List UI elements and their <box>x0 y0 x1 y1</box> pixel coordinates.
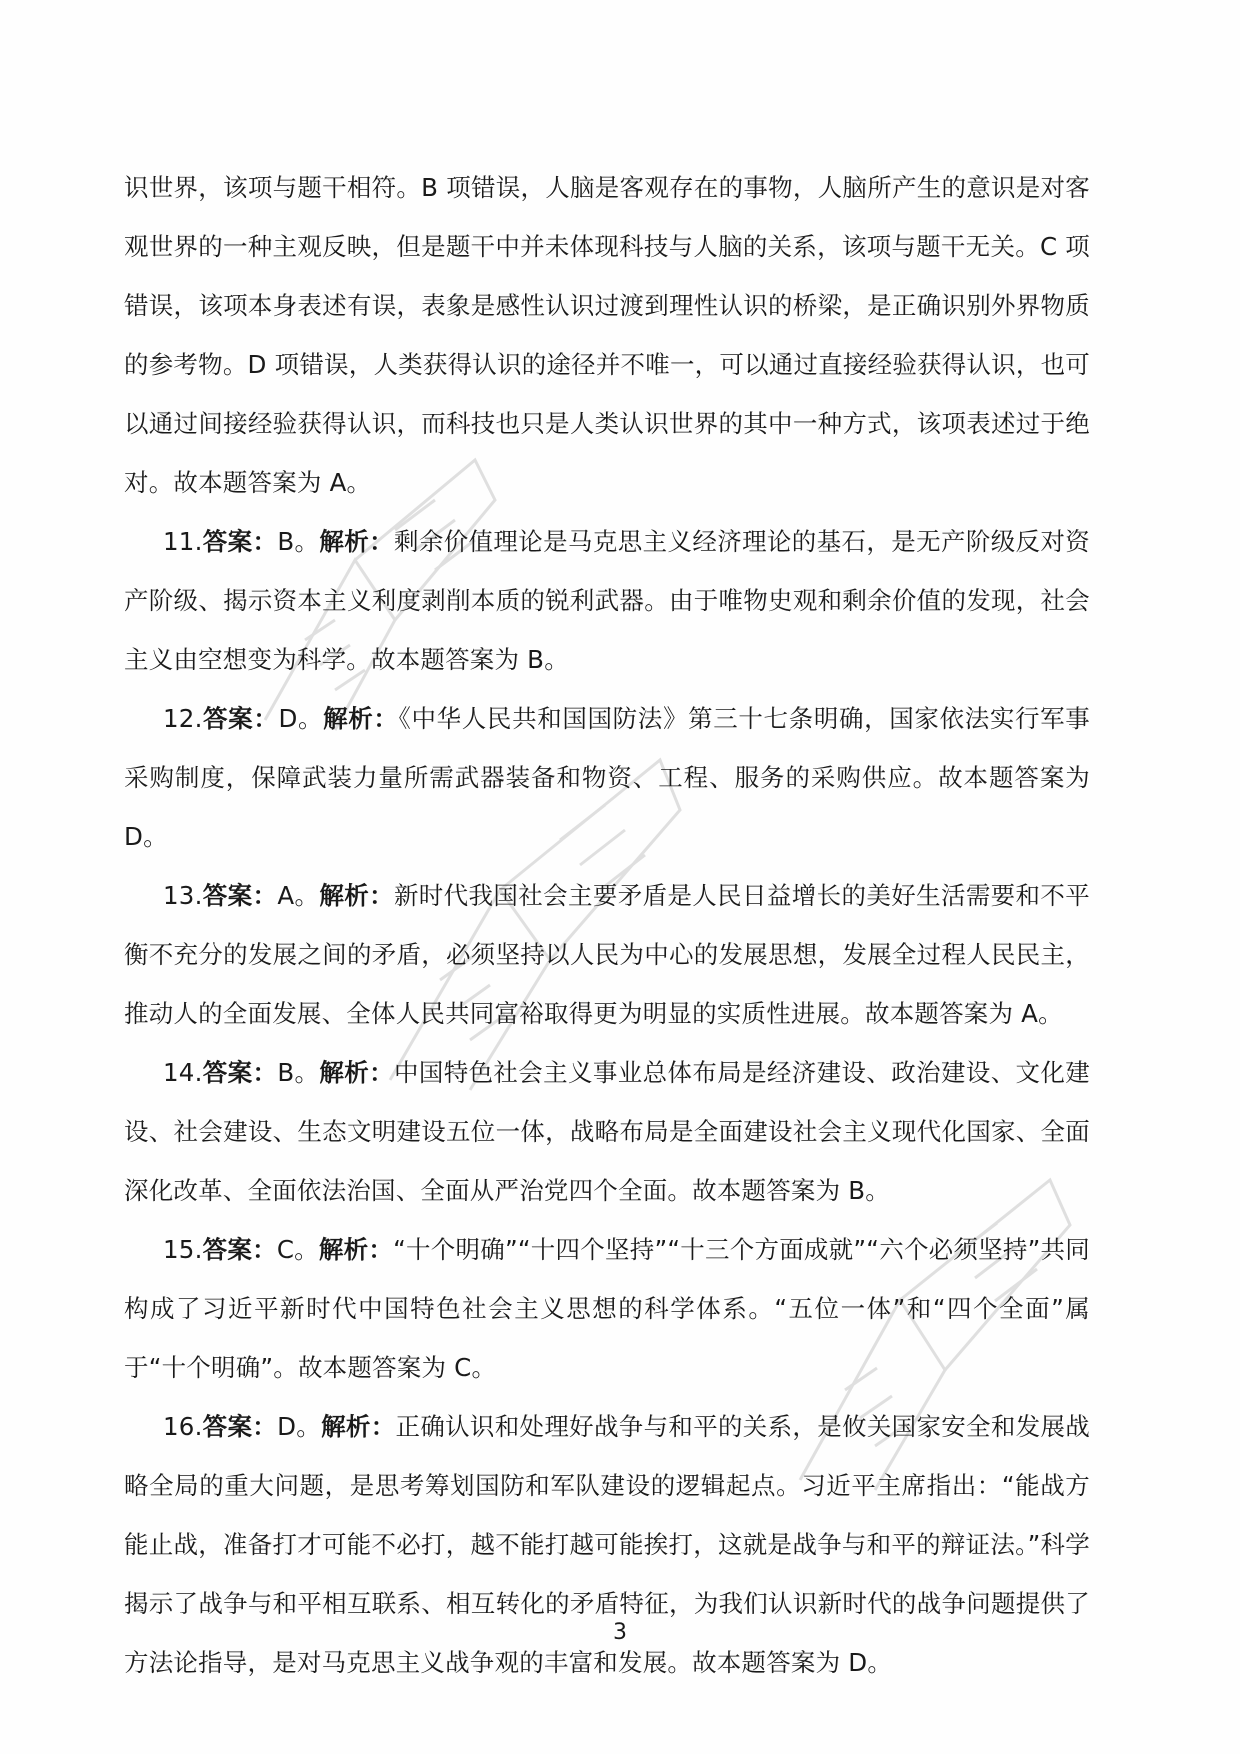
page-number: 3 <box>613 1620 627 1645</box>
analysis-label: 解析： <box>319 527 394 556</box>
answer-label: 答案： <box>202 881 278 910</box>
analysis-label: 解析： <box>323 704 399 733</box>
analysis-text: 剩余价值理论是马克思主义经济理论的基石，是无产阶级反对资产阶级、揭示资本主义利度剥削本质的锐利武器。由于唯物史观和剩余价值的发现，社会主义由空想变为科学。故本题答案为 B。 <box>124 527 1090 674</box>
item-number: 16. <box>163 1412 203 1441</box>
answer-label: 答案： <box>202 704 279 733</box>
analysis-text: 《中华人民共和国国防法》第三十七条明确，国家依法实行军事采购制度，保障武装力量所需武器装备和物资、工程、服务的采购供应。故本题答案为 D。 <box>124 704 1090 851</box>
answer-item-16 <box>124 1397 1090 1692</box>
answer-value: B。 <box>277 527 320 556</box>
continued-paragraph: 识世界，该项与题干相符。B 项错误，人脑是客观存在的事物，人脑所产生的意识是对客观世界的一种主观反映，但是题干中并未体现科技与人脑的关系，该项与题干无关。C 项错误，该项本身表述有误，表象是感性认识过渡到理性认识的桥梁，是正确识别外界物质的参考物。D 项错误，人类获得认识的途径并不唯一，可以通过直接经验获得认识，也可以通过间接经验获得认识，而科技也只是人类认识世界的其中一种方式，该项表述过于绝对。故本题答案为 A。 <box>124 173 1090 497</box>
answer-item-15 <box>124 1220 1090 1397</box>
item-number: 14. <box>163 1058 203 1087</box>
analysis-label: 解析： <box>319 1058 394 1087</box>
answer-item-13 <box>124 866 1090 1043</box>
answer-item-14 <box>124 1043 1090 1220</box>
answer-label: 答案： <box>202 1235 277 1264</box>
document-body <box>124 158 1090 1692</box>
answer-item-12 <box>124 689 1090 866</box>
answer-value: D。 <box>277 1412 322 1441</box>
answer-label: 答案： <box>202 1058 278 1087</box>
answer-value: B。 <box>277 1058 320 1087</box>
analysis-label: 解析： <box>318 1235 394 1264</box>
analysis-text: 新时代我国社会主要矛盾是人民日益增长的美好生活需要和不平衡不充分的发展之间的矛盾，必须坚持以人民为中心的发展思想，发展全过程人民民主，推动人的全面发展、全体人民共同富裕取得更为明显的实质性进展。故本题答案为 A。 <box>124 881 1090 1028</box>
item-number: 13. <box>163 881 203 910</box>
item-number: 15. <box>163 1235 203 1264</box>
answer-value: D。 <box>278 704 324 733</box>
analysis-text: 正确认识和处理好战争与和平的关系，是攸关国家安全和发展战略全局的重大问题，是思考筹划国防和军队建设的逻辑起点。习近平主席指出：“能战方能止战，准备打才可能不必打，越不能打越可能挨打，这就是战争与和平的辩证法。”科学揭示了战争与和平相互联系、相互转化的矛盾特征，为我们认识新时代的战争问题提供了方法论指导，是对马克思主义战争观的丰富和发展。故本题答案为 D。 <box>124 1412 1090 1677</box>
item-number: 12. <box>163 704 203 733</box>
analysis-label: 解析： <box>319 881 394 910</box>
answer-value: C。 <box>276 1235 319 1264</box>
answer-label: 答案： <box>202 1412 278 1441</box>
answer-value: A。 <box>277 881 320 910</box>
analysis-text: 中国特色社会主义事业总体布局是经济建设、政治建设、文化建设、社会建设、生态文明建设五位一体，战略布局是全面建设社会主义现代化国家、全面深化改革、全面依法治国、全面从严治党四个全面。故本题答案为 B。 <box>124 1058 1090 1205</box>
answer-label: 答案： <box>202 527 278 556</box>
analysis-label: 解析： <box>321 1412 396 1441</box>
item-number: 11. <box>163 527 203 556</box>
analysis-text: “十个明确”“十四个坚持”“十三个方面成就”“六个必须坚持”共同构成了习近平新时代中国特色社会主义思想的科学体系。“五位一体”和“四个全面”属于“十个明确”。故本题答案为 C。 <box>124 1235 1090 1382</box>
answer-item-11 <box>124 512 1090 689</box>
